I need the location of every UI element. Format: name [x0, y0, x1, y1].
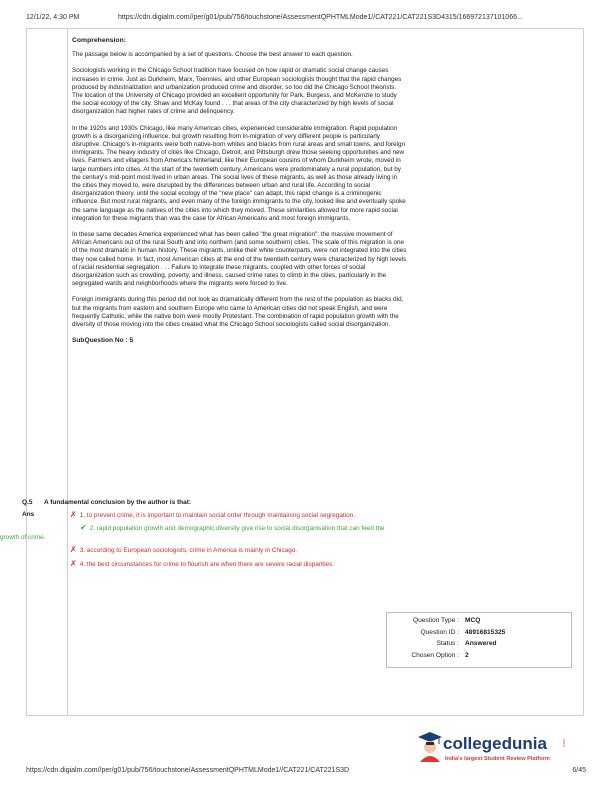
passage-paragraph-1: Sociologists working in the Chicago School tradition have focused on how rapid or dramatic social change causes increases in crime. Just as Durkheim, Marx, Toennies, and other European sociologists thought that the rapid changes produced by industrialization and urbanization produced crime and disorder, so too did the Chicago School theorists. The location of the University of Chicago provided an excellent opportunity for Park, Burgess, and McKenzie to study the social ecology of the city. Shaw and McKay found . . . that areas of the city characterized by high levels of social disorganization had higher rates of crime and delinquency.: [72, 67, 402, 116]
info-status: Status : Answered: [436, 640, 497, 647]
passage-paragraph-4: Foreign immigrants during this period did not look as dramatically different from the rest of the population as blacks did, but the migrants from eastern and southern Europe who came to American cities did not speak English, and were frequently Catholic, while the native born were mostly Protestant. The combination of rapid population growth with the diversity of those moving into the cities created what the Chicago School sociologists called social disorganization.: [72, 296, 404, 329]
check-icon: ✔: [80, 523, 87, 533]
logo-dotcom: .com: [562, 738, 567, 747]
comprehension-intro: The passage below is accompanied by a set of questions. Choose the best answer to each question.: [72, 51, 353, 59]
options-list: [0, 510, 390, 573]
logo-tagline: India's largest Student Review Platform: [445, 756, 550, 762]
question-label: Q.5: [22, 499, 33, 506]
question-text: A fundamental conclusion by the author is that:: [44, 499, 192, 506]
info-question-id: Question ID : 48916815325: [420, 628, 506, 636]
page-number: 6/45: [572, 767, 586, 774]
answer-label: Ans: [22, 511, 35, 518]
option-2[interactable]: [0, 524, 390, 542]
passage-paragraph-2: In the 1920s and 1930s Chicago, like many American cities, experienced considerable immigration. Rapid population growth is a disorganizing influence, but growth resulting from in-migration of very different people is particularly disruptive. Chicago's in-migrants were both native-born whites and blacks from rural areas and small towns, and foreign immigrants. The heavy industry of cities like Chicago, Detroit, and Pittsburgh drew those seeking opportunities and new lives. Farmers and villagers from America's hinterland, like their European cousins of whom Durkheim wrote, moved in large numbers into cities. At the start of the twentieth century, Americans were predominately a rural population, but by the century's mid-point most lived in urban areas. The social lives of these migrants, as well as those already living in the cities they moved to, were disrupted by the differences between urban and rural life. According to social disorganization theory, until the social ecology of the "new place" can adapt, this rapid change is a criminogenic influence. But most rural migrants, and even many of the foreign immigrants to the city, looked like and eventually spoke the same language as the natives of the cities into which they moved. These similarities allowed for more rapid social integration for these migrants than was the case for African Americans and most foreign immigrants.: [72, 124, 406, 222]
info-question-type: Question Type : MCQ: [412, 617, 481, 624]
footer-url: https://cdn.digialm.com//per/g01/pub/756/touchstone/AssessmentQPHTMLMode1//CAT221/CAT221S3D: [26, 767, 350, 774]
info-chosen-option: Chosen Option : 2: [411, 651, 469, 659]
logo-brand: collegedunia: [443, 734, 547, 753]
cross-icon: ✗: [70, 510, 77, 519]
option-2-text: 2. rapid population growth and demographic diversity give rise to social disorganisation that can feed the growth of crime.: [0, 525, 385, 541]
subquestion-number: SubQuestion No : 5: [72, 337, 134, 345]
option-3[interactable]: [70, 546, 390, 555]
option-1-text: 1. to prevent crime, it is important to maintain social order through maintaining social segregation.: [79, 512, 355, 519]
option-1[interactable]: [70, 511, 390, 520]
comprehension-heading: Comprehension:: [72, 37, 127, 44]
cross-icon: ✗: [70, 545, 77, 555]
print-url: https://cdn.digialm.com//per/g01/pub/756/touchstone/AssessmentQPHTMLMode1//CAT221/CAT221S3D4315/166972137101066...: [118, 14, 523, 21]
graduate-mascot-icon: [417, 730, 443, 762]
option-4[interactable]: [70, 560, 390, 569]
cross-icon: ✗: [70, 558, 77, 568]
comprehension-section: [72, 37, 407, 346]
question-info-box: [386, 612, 572, 668]
passage-paragraph-3: In these same decades America experienced what has been called "the great migration": the massive movement of African Americans out of the rural South and into northern (and some southern) cities. The scale of this migration is one of the most dramatic in human history. These migrants, unlike their white counterparts, were not integrated into the cities they now called home. In fact, most American cities at the end of the twentieth century were characterized by high levels of racial residential segregation . . . Failure to integrate these migrants, coupled with other forces of social disorganization such as crowding, poverty, and illness, caused crime rates to climb in the cities, particularly in the segregated wards and neighborhoods where the migrants were forced to live.: [72, 231, 407, 288]
option-3-text: 3. according to European sociologists, crime in America is mainly in Chicago.: [79, 547, 298, 555]
print-datetime: 12/1/22, 4:30 PM: [26, 14, 80, 21]
collegedunia-logo: [417, 728, 577, 770]
option-4-text: 4. the best circumstances for crime to flourish are when there are severe racial disparities.: [79, 560, 335, 568]
